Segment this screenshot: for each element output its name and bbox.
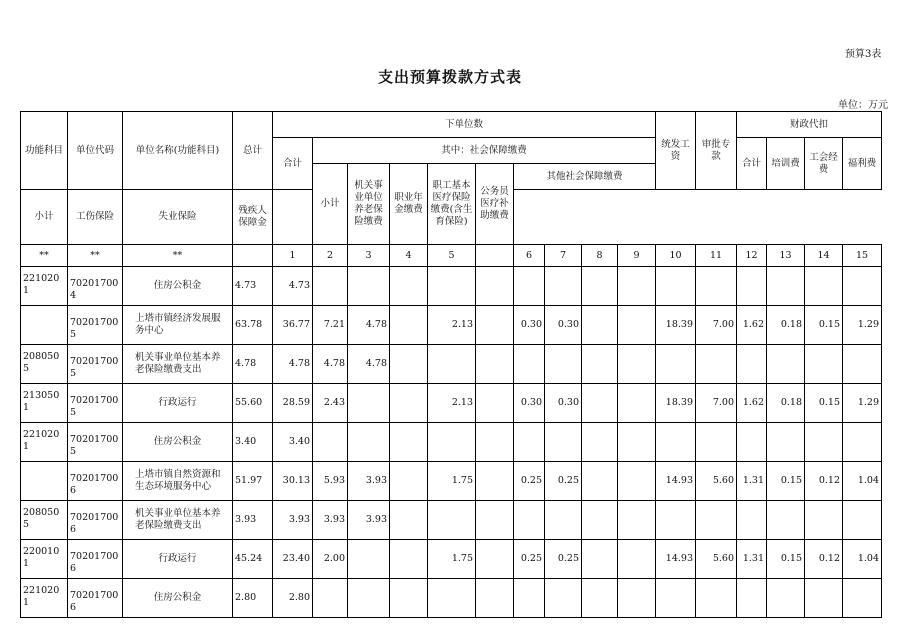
value-cell: 7.00 bbox=[696, 306, 737, 345]
func-code-cell bbox=[21, 306, 68, 345]
value-cell bbox=[476, 345, 514, 384]
value-cell bbox=[696, 501, 737, 540]
value-cell bbox=[390, 501, 428, 540]
value-cell: 1.31 bbox=[737, 540, 767, 579]
form-number: 预算3表 bbox=[845, 49, 882, 60]
value-cell bbox=[737, 501, 767, 540]
page-title: 支出预算拨款方式表 bbox=[377, 68, 522, 86]
header-other-social: 其他社会保障缴费 bbox=[514, 164, 656, 190]
index-cell: 13 bbox=[767, 245, 805, 267]
value-cell bbox=[656, 579, 696, 618]
index-cell bbox=[476, 245, 514, 267]
unit-name-cell: 机关事业单位基本养老保险缴费支出 bbox=[123, 345, 233, 384]
value-cell: 7.00 bbox=[696, 384, 737, 423]
header-unit-code: 单位代码 bbox=[68, 112, 123, 190]
value-cell bbox=[313, 267, 348, 306]
value-cell: 0.12 bbox=[805, 462, 843, 501]
func-code-cell: 2210201 bbox=[21, 579, 68, 618]
index-cell: 1 bbox=[273, 245, 313, 267]
value-cell: 1.75 bbox=[428, 540, 476, 579]
table-row bbox=[21, 423, 882, 462]
header-injury: 工伤保险 bbox=[68, 190, 123, 245]
header-unit-name: 单位名称(功能科目) bbox=[123, 112, 233, 190]
index-cell: 10 bbox=[656, 245, 696, 267]
value-cell: 0.18 bbox=[767, 384, 805, 423]
value-cell bbox=[805, 579, 843, 618]
index-cell: 8 bbox=[582, 245, 618, 267]
value-cell: 2.00 bbox=[313, 540, 348, 579]
value-cell: 55.60 bbox=[233, 384, 273, 423]
value-cell bbox=[514, 423, 545, 462]
value-cell bbox=[767, 345, 805, 384]
value-cell: 2.13 bbox=[428, 384, 476, 423]
value-cell: 3.93 bbox=[313, 501, 348, 540]
value-cell: 4.78 bbox=[313, 345, 348, 384]
index-cell: 14 bbox=[805, 245, 843, 267]
value-cell bbox=[428, 423, 476, 462]
value-cell: 63.78 bbox=[233, 306, 273, 345]
value-cell: 0.25 bbox=[514, 540, 545, 579]
value-cell bbox=[348, 540, 390, 579]
value-cell bbox=[390, 462, 428, 501]
table-row bbox=[21, 501, 882, 540]
unit-name-cell: 行政运行 bbox=[123, 540, 233, 579]
value-cell bbox=[737, 345, 767, 384]
value-cell bbox=[843, 345, 882, 384]
value-cell bbox=[390, 384, 428, 423]
index-cell: ** bbox=[68, 245, 123, 267]
value-cell bbox=[582, 384, 618, 423]
header-unified-salary: 统发工资 bbox=[656, 112, 696, 190]
table-row bbox=[21, 579, 882, 618]
index-cell: ** bbox=[21, 245, 68, 267]
value-cell: 3.93 bbox=[348, 462, 390, 501]
index-cell: 3 bbox=[348, 245, 390, 267]
index-cell: 15 bbox=[843, 245, 882, 267]
value-cell bbox=[476, 267, 514, 306]
header-func-code: 功能科目 bbox=[21, 112, 68, 190]
value-cell: 0.15 bbox=[805, 384, 843, 423]
value-cell bbox=[348, 579, 390, 618]
value-cell bbox=[476, 579, 514, 618]
unit-name-cell: 上塔市镇自然资源和生态环境服务中心 bbox=[123, 462, 233, 501]
value-cell: 5.60 bbox=[696, 462, 737, 501]
func-code-cell: 2130501 bbox=[21, 384, 68, 423]
index-cell: 2 bbox=[313, 245, 348, 267]
header-union: 工会经费 bbox=[805, 138, 843, 190]
value-cell: 1.62 bbox=[737, 306, 767, 345]
func-code-cell bbox=[21, 462, 68, 501]
unit-name-cell: 住房公积金 bbox=[123, 423, 233, 462]
value-cell: 0.30 bbox=[545, 384, 582, 423]
value-cell bbox=[545, 501, 582, 540]
unit-code-cell: 702017006 bbox=[68, 501, 123, 540]
unit-code-cell: 702017005 bbox=[68, 306, 123, 345]
value-cell bbox=[737, 423, 767, 462]
index-row bbox=[21, 245, 882, 267]
value-cell: 0.25 bbox=[545, 462, 582, 501]
func-code-cell: 2210201 bbox=[21, 267, 68, 306]
unit-code-cell: 702017005 bbox=[68, 345, 123, 384]
header-fin-total: 合计 bbox=[737, 138, 767, 190]
table-row bbox=[21, 345, 882, 384]
value-cell bbox=[390, 423, 428, 462]
value-cell bbox=[656, 423, 696, 462]
value-cell bbox=[618, 345, 656, 384]
value-cell bbox=[618, 501, 656, 540]
value-cell bbox=[582, 345, 618, 384]
value-cell bbox=[348, 423, 390, 462]
value-cell bbox=[390, 540, 428, 579]
value-cell bbox=[582, 540, 618, 579]
value-cell bbox=[545, 345, 582, 384]
unit-code-cell: 702017006 bbox=[68, 540, 123, 579]
value-cell bbox=[843, 423, 882, 462]
header-total: 总计 bbox=[233, 112, 273, 190]
value-cell bbox=[618, 579, 656, 618]
value-cell: 23.40 bbox=[273, 540, 313, 579]
index-cell: 4 bbox=[390, 245, 428, 267]
value-cell bbox=[476, 501, 514, 540]
header-combined: 合计 bbox=[273, 138, 313, 190]
value-cell: 30.13 bbox=[273, 462, 313, 501]
value-cell bbox=[476, 462, 514, 501]
value-cell bbox=[582, 501, 618, 540]
value-cell bbox=[476, 540, 514, 579]
value-cell bbox=[582, 306, 618, 345]
value-cell: 1.75 bbox=[428, 462, 476, 501]
header-unemployment: 失业保险 bbox=[123, 190, 233, 245]
value-cell bbox=[313, 579, 348, 618]
value-cell bbox=[390, 579, 428, 618]
unit-name-cell: 行政运行 bbox=[123, 384, 233, 423]
unit-name-cell: 住房公积金 bbox=[123, 579, 233, 618]
value-cell: 4.73 bbox=[273, 267, 313, 306]
value-cell: 5.60 bbox=[696, 540, 737, 579]
value-cell: 3.40 bbox=[273, 423, 313, 462]
index-cell: ** bbox=[123, 245, 233, 267]
header-annuity: 职业年金缴费 bbox=[390, 164, 428, 245]
header-civil-medical: 公务员医疗补助缴费 bbox=[476, 164, 514, 245]
index-cell: 6 bbox=[514, 245, 545, 267]
value-cell: 2.13 bbox=[428, 306, 476, 345]
value-cell bbox=[767, 501, 805, 540]
value-cell: 0.18 bbox=[767, 306, 805, 345]
header-lower-unit-pay: 下单位数 bbox=[273, 112, 656, 138]
value-cell: 3.40 bbox=[233, 423, 273, 462]
value-cell: 0.25 bbox=[514, 462, 545, 501]
header-social-security: 其中：社会保障缴费 bbox=[313, 138, 656, 164]
value-cell: 4.78 bbox=[348, 345, 390, 384]
index-cell: 9 bbox=[618, 245, 656, 267]
value-cell bbox=[618, 267, 656, 306]
value-cell bbox=[767, 423, 805, 462]
value-cell bbox=[390, 345, 428, 384]
value-cell: 1.29 bbox=[843, 306, 882, 345]
header-finance-deduct: 财政代扣 bbox=[737, 112, 882, 138]
value-cell: 0.25 bbox=[545, 540, 582, 579]
value-cell bbox=[767, 579, 805, 618]
value-cell: 4.78 bbox=[233, 345, 273, 384]
unit-code-cell: 702017006 bbox=[68, 579, 123, 618]
index-cell: 5 bbox=[428, 245, 476, 267]
func-code-cell: 2200101 bbox=[21, 540, 68, 579]
value-cell: 3.93 bbox=[348, 501, 390, 540]
table-row bbox=[21, 267, 882, 306]
header-pension: 机关事业单位养老保险缴费 bbox=[348, 164, 390, 245]
header-training: 培训费 bbox=[767, 138, 805, 190]
value-cell bbox=[428, 579, 476, 618]
value-cell: 0.30 bbox=[514, 306, 545, 345]
value-cell: 28.59 bbox=[273, 384, 313, 423]
value-cell bbox=[843, 501, 882, 540]
value-cell bbox=[843, 267, 882, 306]
value-cell bbox=[656, 345, 696, 384]
value-cell bbox=[618, 540, 656, 579]
value-cell: 1.62 bbox=[737, 384, 767, 423]
value-cell: 0.15 bbox=[767, 540, 805, 579]
value-cell: 14.93 bbox=[656, 462, 696, 501]
value-cell bbox=[428, 267, 476, 306]
value-cell: 2.43 bbox=[313, 384, 348, 423]
value-cell: 18.39 bbox=[656, 306, 696, 345]
table-row bbox=[21, 306, 882, 345]
value-cell: 2.80 bbox=[273, 579, 313, 618]
table-row bbox=[21, 540, 882, 579]
value-cell: 0.15 bbox=[805, 306, 843, 345]
header-other-subtotal: 小计 bbox=[21, 190, 68, 245]
index-cell: 11 bbox=[696, 245, 737, 267]
header-medical: 职工基本医疗保险缴费(含生育保险) bbox=[428, 164, 476, 245]
value-cell: 14.93 bbox=[656, 540, 696, 579]
value-cell bbox=[514, 501, 545, 540]
value-cell bbox=[545, 579, 582, 618]
value-cell bbox=[582, 423, 618, 462]
value-cell bbox=[656, 267, 696, 306]
value-cell: 0.30 bbox=[514, 384, 545, 423]
func-code-cell: 2080505 bbox=[21, 345, 68, 384]
index-cell: 12 bbox=[737, 245, 767, 267]
value-cell: 0.30 bbox=[545, 306, 582, 345]
value-cell bbox=[582, 579, 618, 618]
value-cell: 4.73 bbox=[233, 267, 273, 306]
value-cell bbox=[428, 501, 476, 540]
value-cell bbox=[313, 423, 348, 462]
value-cell bbox=[476, 384, 514, 423]
header-disability: 残疾人保障金 bbox=[233, 190, 273, 245]
unit-label: 单位：万元 bbox=[838, 100, 888, 111]
value-cell bbox=[618, 384, 656, 423]
value-cell bbox=[390, 306, 428, 345]
unit-code-cell: 702017005 bbox=[68, 423, 123, 462]
unit-name-cell: 住房公积金 bbox=[123, 267, 233, 306]
value-cell: 1.04 bbox=[843, 540, 882, 579]
value-cell: 3.93 bbox=[273, 501, 313, 540]
unit-code-cell: 702017006 bbox=[68, 462, 123, 501]
header-welfare: 福利费 bbox=[843, 138, 882, 190]
value-cell: 7.21 bbox=[313, 306, 348, 345]
value-cell bbox=[514, 579, 545, 618]
header-row-1 bbox=[21, 112, 882, 138]
func-code-cell: 2210201 bbox=[21, 423, 68, 462]
value-cell: 0.12 bbox=[805, 540, 843, 579]
value-cell bbox=[618, 462, 656, 501]
value-cell: 3.93 bbox=[233, 501, 273, 540]
table-body bbox=[21, 112, 882, 618]
value-cell bbox=[656, 501, 696, 540]
table-row bbox=[21, 462, 882, 501]
value-cell bbox=[696, 345, 737, 384]
value-cell bbox=[843, 579, 882, 618]
value-cell bbox=[805, 501, 843, 540]
table-row bbox=[21, 384, 882, 423]
value-cell: 1.04 bbox=[843, 462, 882, 501]
value-cell bbox=[545, 267, 582, 306]
value-cell: 1.29 bbox=[843, 384, 882, 423]
value-cell bbox=[618, 306, 656, 345]
value-cell bbox=[582, 462, 618, 501]
budget-table bbox=[20, 111, 882, 618]
value-cell bbox=[696, 267, 737, 306]
value-cell bbox=[618, 423, 656, 462]
value-cell bbox=[514, 345, 545, 384]
value-cell bbox=[348, 384, 390, 423]
value-cell bbox=[805, 423, 843, 462]
index-cell bbox=[233, 245, 273, 267]
value-cell bbox=[737, 579, 767, 618]
value-cell: 5.93 bbox=[313, 462, 348, 501]
value-cell bbox=[476, 306, 514, 345]
value-cell bbox=[390, 267, 428, 306]
unit-code-cell: 702017004 bbox=[68, 267, 123, 306]
value-cell bbox=[737, 267, 767, 306]
unit-name-cell: 上塔市镇经济发展服务中心 bbox=[123, 306, 233, 345]
unit-name-cell: 机关事业单位基本养老保险缴费支出 bbox=[123, 501, 233, 540]
index-cell: 7 bbox=[545, 245, 582, 267]
func-code-cell: 2080505 bbox=[21, 501, 68, 540]
value-cell bbox=[545, 423, 582, 462]
value-cell bbox=[805, 267, 843, 306]
value-cell: 1.31 bbox=[737, 462, 767, 501]
value-cell bbox=[476, 423, 514, 462]
header-approved-fund: 审批专款 bbox=[696, 112, 737, 190]
value-cell: 2.80 bbox=[233, 579, 273, 618]
value-cell: 4.78 bbox=[348, 306, 390, 345]
value-cell: 36.77 bbox=[273, 306, 313, 345]
value-cell bbox=[767, 267, 805, 306]
value-cell bbox=[805, 345, 843, 384]
unit-code-cell: 702017005 bbox=[68, 384, 123, 423]
value-cell bbox=[348, 267, 390, 306]
value-cell bbox=[428, 345, 476, 384]
value-cell: 45.24 bbox=[233, 540, 273, 579]
value-cell bbox=[696, 423, 737, 462]
value-cell: 18.39 bbox=[656, 384, 696, 423]
value-cell: 0.15 bbox=[767, 462, 805, 501]
header-subtotal: 小计 bbox=[313, 164, 348, 245]
value-cell bbox=[514, 267, 545, 306]
value-cell: 51.97 bbox=[233, 462, 273, 501]
value-cell bbox=[696, 579, 737, 618]
value-cell bbox=[582, 267, 618, 306]
value-cell: 4.78 bbox=[273, 345, 313, 384]
